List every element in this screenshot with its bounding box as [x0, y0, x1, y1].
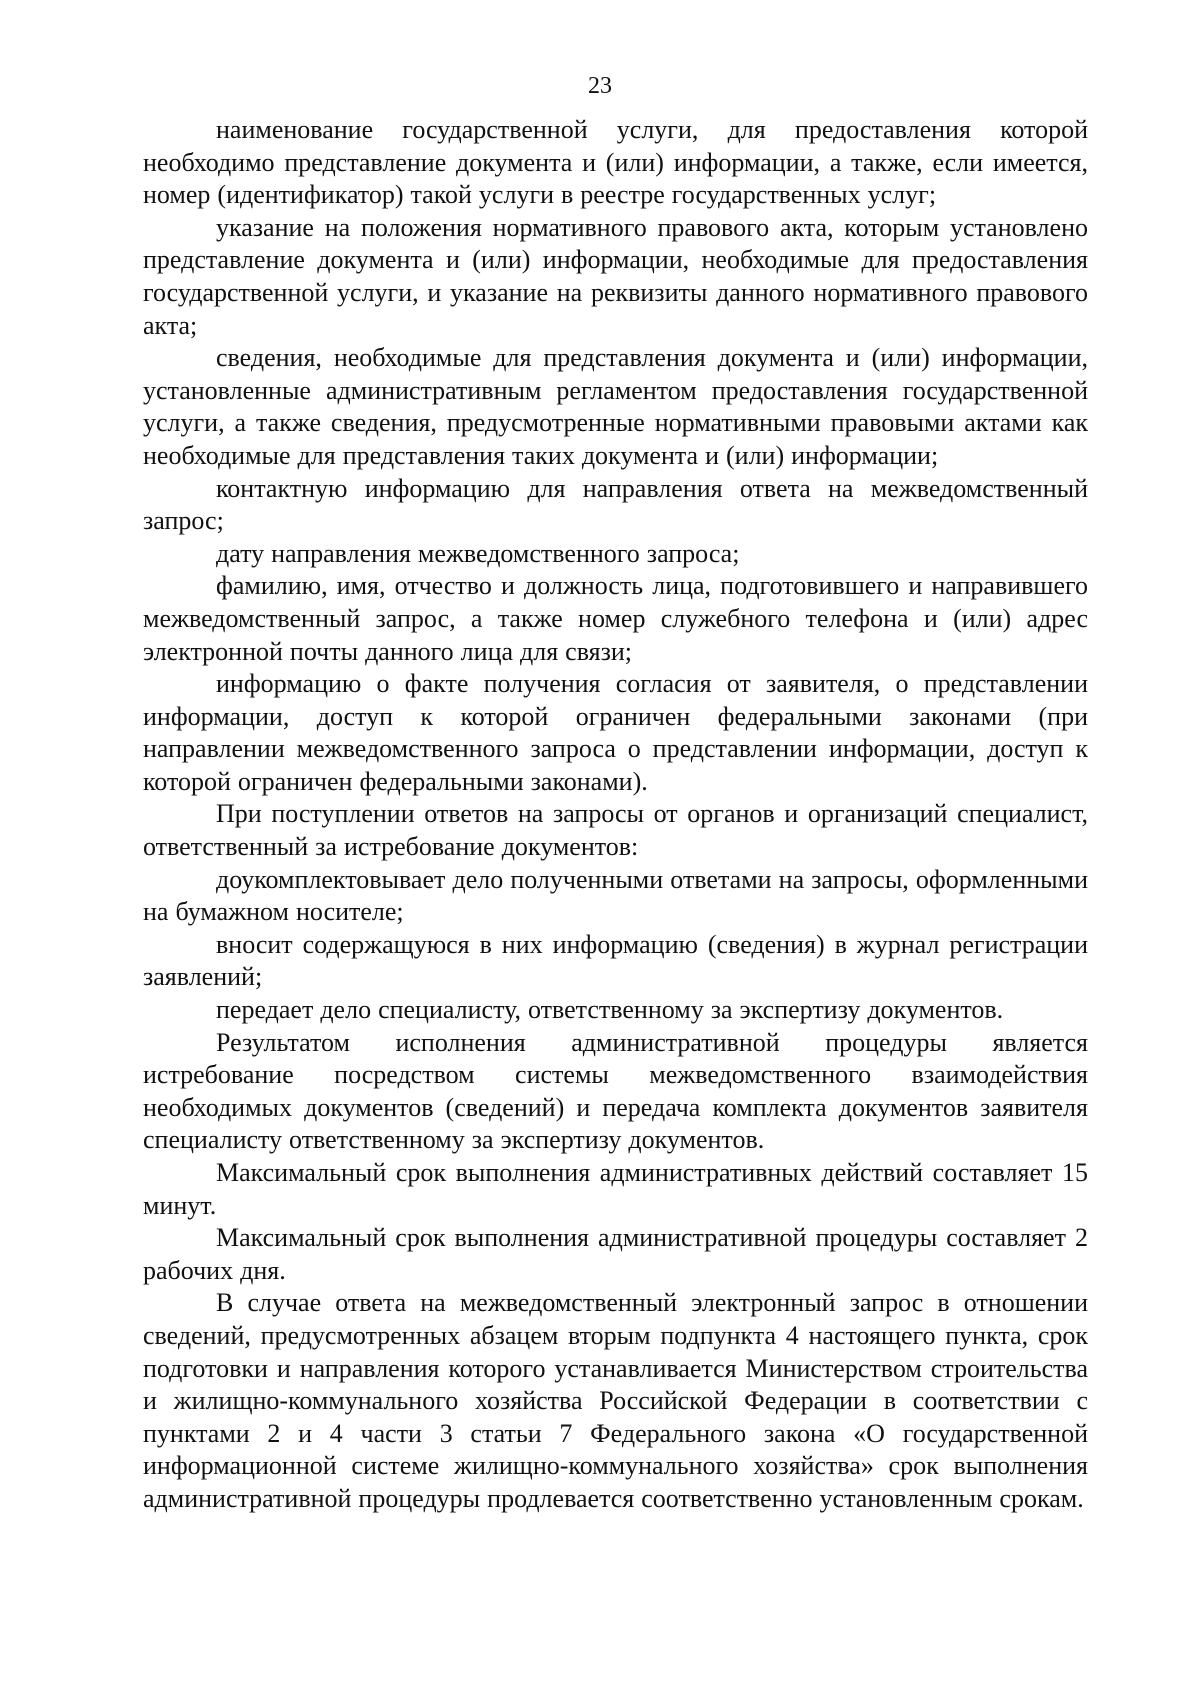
- paragraph-sender-details: фамилию, имя, отчество и должность лица, подготовившего и направившего межведомственный запрос, а также номер служебного телефона и (или) адрес электронной почты данного лица для связи;: [143, 571, 1088, 666]
- paragraph-max-action-time: Максимальный срок выполнения административных действий составляет 15 минут.: [143, 1158, 1088, 1220]
- paragraph-extension-clause: В случае ответа на межведомственный электронный запрос в отношении сведений, предусмотренных абзацем вторым подпункта 4 настоящего пункта, срок подготовки и направления которого устанавливается Министерством строительства и жилищно-коммунального хозяйства Российской Федерации в соответствии с пунктами 2 и 4 части 3 статьи 7 Федерального закона «О государственной информационной системе жилищно-коммунального хозяйства» срок выполнения административной процедуры продлевается соответственно установленным срокам.: [143, 1288, 1088, 1513]
- paragraph-required-info: сведения, необходимые для представления документа и (или) информации, установленные административным регламентом предоставления государственной услуги, а также сведения, предусмотренные нормативными правовыми актами как необходимые для представления таких документа и (или) информации;: [143, 343, 1088, 470]
- paragraph-legal-act-reference: указание на положения нормативного правового акта, которым установлено представление документа и (или) информации, необходимые для предоставления государственной услуги, и указание на реквизиты данного нормативного правового акта;: [143, 212, 1088, 340]
- paragraph-max-procedure-time: Максимальный срок выполнения административной процедуры составляет 2 рабочих дня.: [143, 1223, 1088, 1285]
- paragraph-request-date: дату направления межведомственного запроса;: [216, 538, 740, 568]
- paragraph-consent-info: информацию о факте получения согласия от заявителя, о представлении информации, доступ к которой ограничен федеральными законами (при направлении межведомственного запроса о представлении информации, доступ к которой ограничен федеральными законами).: [143, 669, 1088, 796]
- paragraph-enters-journal: вносит содержащуюся в них информацию (сведения) в журнал регистрации заявлений;: [143, 929, 1088, 992]
- paragraph-responses-received: При поступлении ответов на запросы от органов и организаций специалист, ответственный за истребование документов:: [143, 799, 1088, 862]
- paragraph-service-name: наименование государственной услуги, для предоставления которой необходимо представление документа и (или) информации, а также, если имеется, номер (идентификатор) такой услуги в реестре государственных услуг;: [143, 115, 1088, 210]
- document-body: [143, 114, 1088, 1516]
- paragraph-transfers-case: передает дело специалисту, ответственному за экспертизу документов.: [216, 995, 1004, 1025]
- paragraph-completes-case: доукомплектовывает дело полученными ответами на запросы, оформленными на бумажном носителе;: [143, 864, 1088, 927]
- page-number: 23: [588, 73, 612, 99]
- paragraph-contact-info: контактную информацию для направления ответа на межведомственный запрос;: [143, 473, 1088, 536]
- paragraph-procedure-result: Результатом исполнения административной процедуры является истребование посредством системы межведомственного взаимодействия необходимых документов (сведений) и передача комплекта документов заявителя специалисту ответственному за экспертизу документов.: [143, 1027, 1088, 1155]
